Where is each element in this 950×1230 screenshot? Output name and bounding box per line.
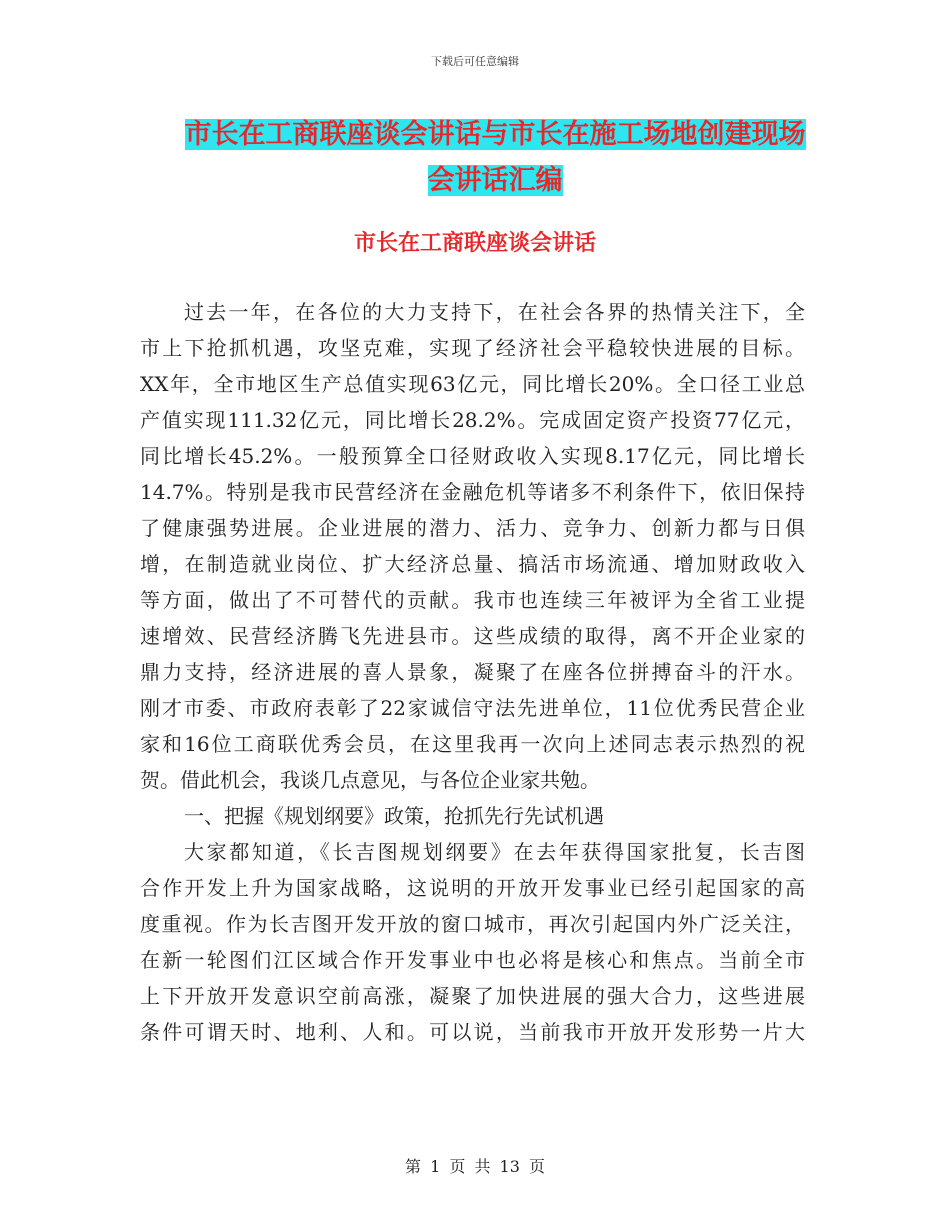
paragraph-line: 条件可谓天时、地利、人和。可以说，当前我市开放开发形势一片大 (140, 1020, 805, 1044)
paragraph-line: 度重视。作为长吉图开发开放的窗口城市，再次引起国内外广泛关注， (140, 912, 805, 936)
paragraph-line: 过去一年，在各位的大力支持下，在社会各界的热情关注下，全 (184, 300, 805, 324)
paragraph-line: 速增效、民营经济腾飞先进县市。这些成绩的取得，离不开企业家的 (140, 624, 805, 648)
paragraph-2 (140, 834, 805, 1050)
paragraph-line: 产值实现111.32亿元，同比增长28.2%。完成固定资产投资77亿元， (140, 408, 805, 432)
paragraph-1 (140, 294, 805, 798)
document-title (140, 112, 850, 204)
paragraph-line: 贺。借此机会，我谈几点意见，与各位企业家共勉。 (140, 768, 600, 792)
paragraph-line: 刚才市委、市政府表彰了22家诚信守法先进单位，11位优秀民营企业 (140, 696, 805, 720)
paragraph-line: 市上下抢抓机遇，攻坚克难，实现了经济社会平稳较快进展的目标。 (140, 336, 805, 360)
paragraph-line: 在新一轮图们江区域合作开发事业中也必将是核心和焦点。当前全市 (140, 948, 805, 972)
paragraph-line: 大家都知道，《长吉图规划纲要》在去年获得国家批复，长吉图 (184, 840, 805, 864)
document-title-line2: 会讲话汇编 (427, 165, 563, 196)
paragraph-line: 同比增长45.2%。一般预算全口径财政收入实现8.17亿元，同比增长 (140, 444, 805, 468)
page-number: 第 1 页 共 13 页 (405, 1157, 545, 1176)
body-text (140, 294, 805, 1050)
section-heading-1: 一、把握《规划纲要》政策，抢抓先行先试机遇 (184, 804, 604, 828)
paragraph-line: 增，在制造就业岗位、扩大经济总量、搞活市场流通、增加财政收入 (140, 552, 805, 576)
document-title-line1: 市长在工商联座谈会讲话与市长在施工场地创建现场 (184, 119, 806, 150)
paragraph-line: 了健康强势进展。企业进展的潜力、活力、竞争力、创新力都与日俱 (140, 516, 805, 540)
paragraph-line: XX年，全市地区生产总值实现63亿元，同比增长20%。全口径工业总 (140, 372, 805, 396)
section-title: 市长在工商联座谈会讲话 (353, 231, 596, 256)
page-header-note: 下载后可任意编辑 (431, 55, 519, 68)
paragraph-line: 等方面，做出了不可替代的贡献。我市也连续三年被评为全省工业提 (140, 588, 805, 612)
paragraph-line: 鼎力支持，经济进展的喜人景象，凝聚了在座各位拼搏奋斗的汗水。 (140, 660, 805, 684)
paragraph-line: 合作开发上升为国家战略，这说明的开放开发事业已经引起国家的高 (140, 876, 805, 900)
paragraph-line: 家和16位工商联优秀会员，在这里我再一次向上述同志表示热烈的祝 (140, 732, 805, 756)
paragraph-line: 上下开放开发意识空前高涨，凝聚了加快进展的强大合力，这些进展 (140, 984, 805, 1008)
paragraph-line: 14.7%。特别是我市民营经济在金融危机等诸多不利条件下，依旧保持 (140, 480, 805, 504)
